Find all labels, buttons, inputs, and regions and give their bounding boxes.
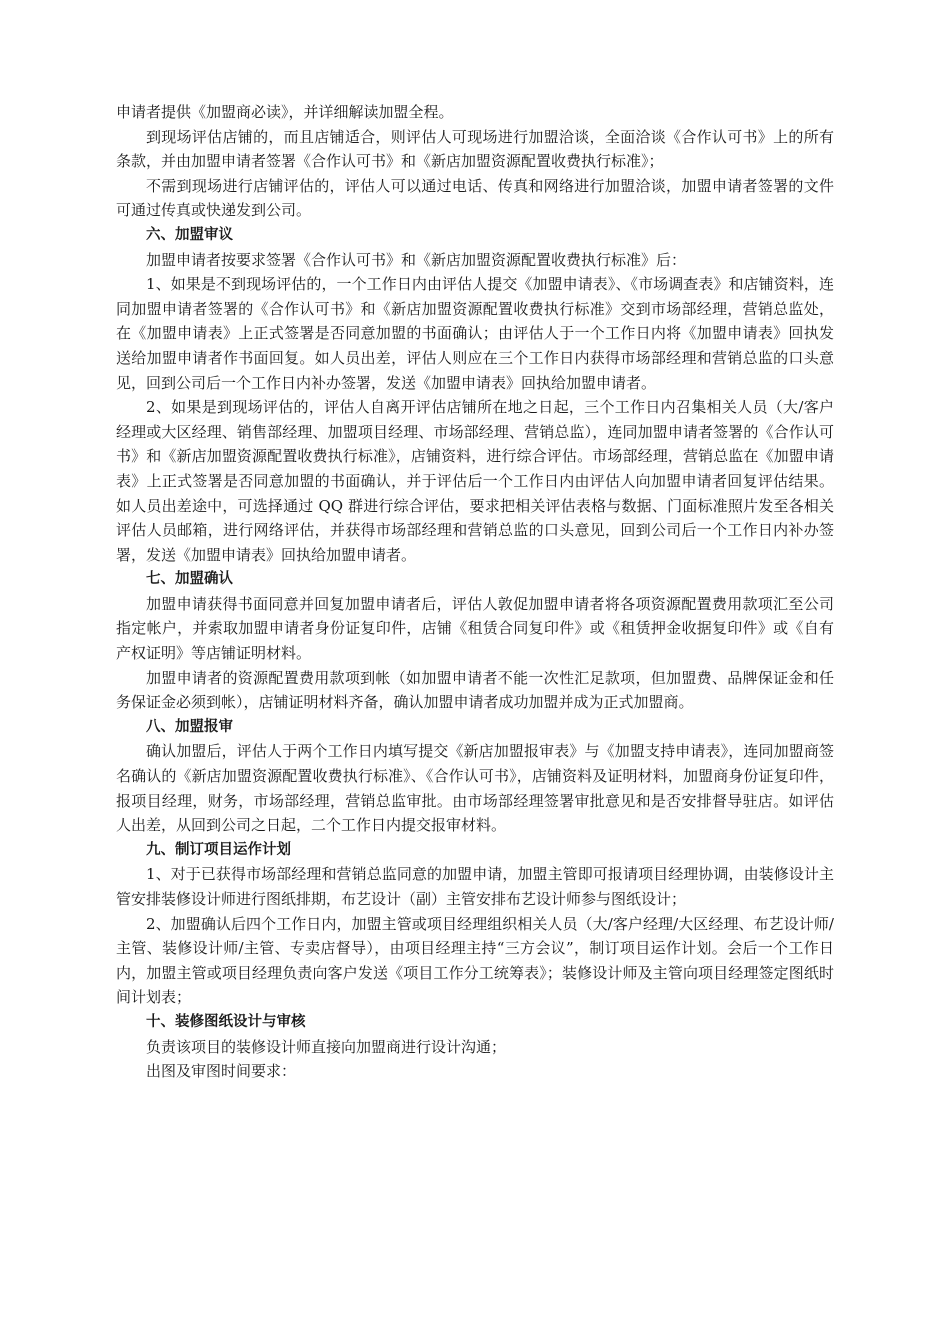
section-heading-9: 九、制订项目运作计划 (146, 841, 291, 858)
paragraph-design-schedule: 出图及审图时间要求： (146, 1062, 297, 1081)
paragraph-franchise-guide: 申请者提供《加盟商必读》，并详细解读加盟全程。 (116, 103, 454, 121)
paragraph-plan-item-2: 2、加盟确认后四个工作日内，加盟主管或项目经理组织相关人员（大/客户经理/大区经理、布艺设计师/主管、装修设计师/主管、专卖店督导），由项目经理主持“三方会议”，制订项目运作计划。会后一个工作日内，加盟主管或项目经理负责向客户发送《项目工作分工统筹表》；装修设计师及主管向项目经理签定图纸时间计划表； (116, 914, 834, 1007)
paragraph-design-communication: 负责该项目的装修设计师直接向加盟商进行设计沟通； (146, 1037, 507, 1056)
paragraph-confirm-success: 加盟申请者的资源配置费用款项到帐（如加盟申请者不能一次性汇足款项，但加盟费、品牌保证金和任务保证金必须到帐），店铺证明材料齐备，确认加盟申请者成功加盟并成为正式加盟商。 (116, 668, 834, 712)
paragraph-onsite-negotiation: 到现场评估店铺的，而且店铺适合，则评估人可现场进行加盟洽谈，全面洽谈《合作认可书》上的所有条款，并由加盟申请者签署《合作认可书》和《新店加盟资源配置收费执行标准》； (116, 127, 834, 171)
paragraph-plan-item-1: 1、对于已获得市场部经理和营销总监同意的加盟申请，加盟主管即可报请项目经理协调，由装修设计主管安排装修设计师进行图纸排期，布艺设计（副）主管安排布艺设计师参与图纸设计； (116, 865, 834, 908)
section-heading-10: 十、装修图纸设计与审核 (146, 1013, 306, 1030)
document-page (116, 100, 834, 1084)
paragraph-report-approval: 确认加盟后，评估人于两个工作日内填写提交《新店加盟报审表》与《加盟支持申请表》，连同加盟商签名确认的《新店加盟资源配置收费执行标准》、《合作认可书》，店铺资料及证明材料，加盟商身份证复印件，报项目经理，财务，市场部经理，营销总监审批。由市场部经理签署审批意见和是否安排督导驻店。如评估人出差，从回到公司之日起，二个工作日内提交报审材料。 (116, 742, 834, 835)
paragraph-review-intro: 加盟申请者按要求签署《合作认可书》和《新店加盟资源配置收费执行标准》后： (146, 250, 687, 269)
paragraph-review-item-2: 2、如果是到现场评估的，评估人自离开评估店铺所在地之日起，三个工作日内召集相关人员（大/客户经理或大区经理、销售部经理、加盟项目经理、市场部经理、营销总监），连同加盟申请者签署的《合作认可书》和《新店加盟资源配置收费执行标准》，店铺资料，进行综合评估。市场部经理，营销总监在《加盟申请表》上正式签署是否同意加盟的书面确认，并于评估后一个工作日内由评估人向加盟申请者回复评估结果。如人员出差途中，可选择通过 QQ 群进行综合评估，要求把相关评估表格与数据、门面标准照片发至各相关评估人员邮箱，进行网络评估，并获得市场部经理和营销总监的口头意见，回到公司后一个工作日内补办签署，发送《加盟申请表》回执给加盟申请者。 (116, 398, 834, 564)
section-heading-8: 八、加盟报审 (146, 718, 233, 735)
paragraph-review-item-1: 1、如果是不到现场评估的，一个工作日内由评估人提交《加盟申请表》、《市场调查表》和店铺资料，连同加盟申请者签署的《合作认可书》和《新店加盟资源配置收费执行标准》交到市场部经理，营销总监处，在《加盟申请表》上正式签署是否同意加盟的书面确认；由评估人于一个工作日内将《加盟申请表》回执发送给加盟申请者作书面回复。如人员出差，评估人则应在三个工作日内获得市场部经理和营销总监的口头意见，回到公司后一个工作日内补办签署，发送《加盟申请表》回执给加盟申请者。 (116, 275, 834, 392)
paragraph-remote-negotiation: 不需到现场进行店铺评估的，评估人可以通过电话、传真和网络进行加盟洽谈，加盟申请者签署的文件可通过传真或快递发到公司。 (116, 176, 834, 220)
paragraph-confirm-payment: 加盟申请获得书面同意并回复加盟申请者后，评估人敦促加盟申请者将各项资源配置费用款项汇至公司指定帐户，并索取加盟申请者身份证复印件，店铺《租赁合同复印件》或《租赁押金收据复印件》或《自有产权证明》等店铺证明材料。 (116, 594, 834, 663)
section-heading-7: 七、加盟确认 (146, 571, 233, 588)
section-heading-6: 六、加盟审议 (146, 226, 233, 243)
